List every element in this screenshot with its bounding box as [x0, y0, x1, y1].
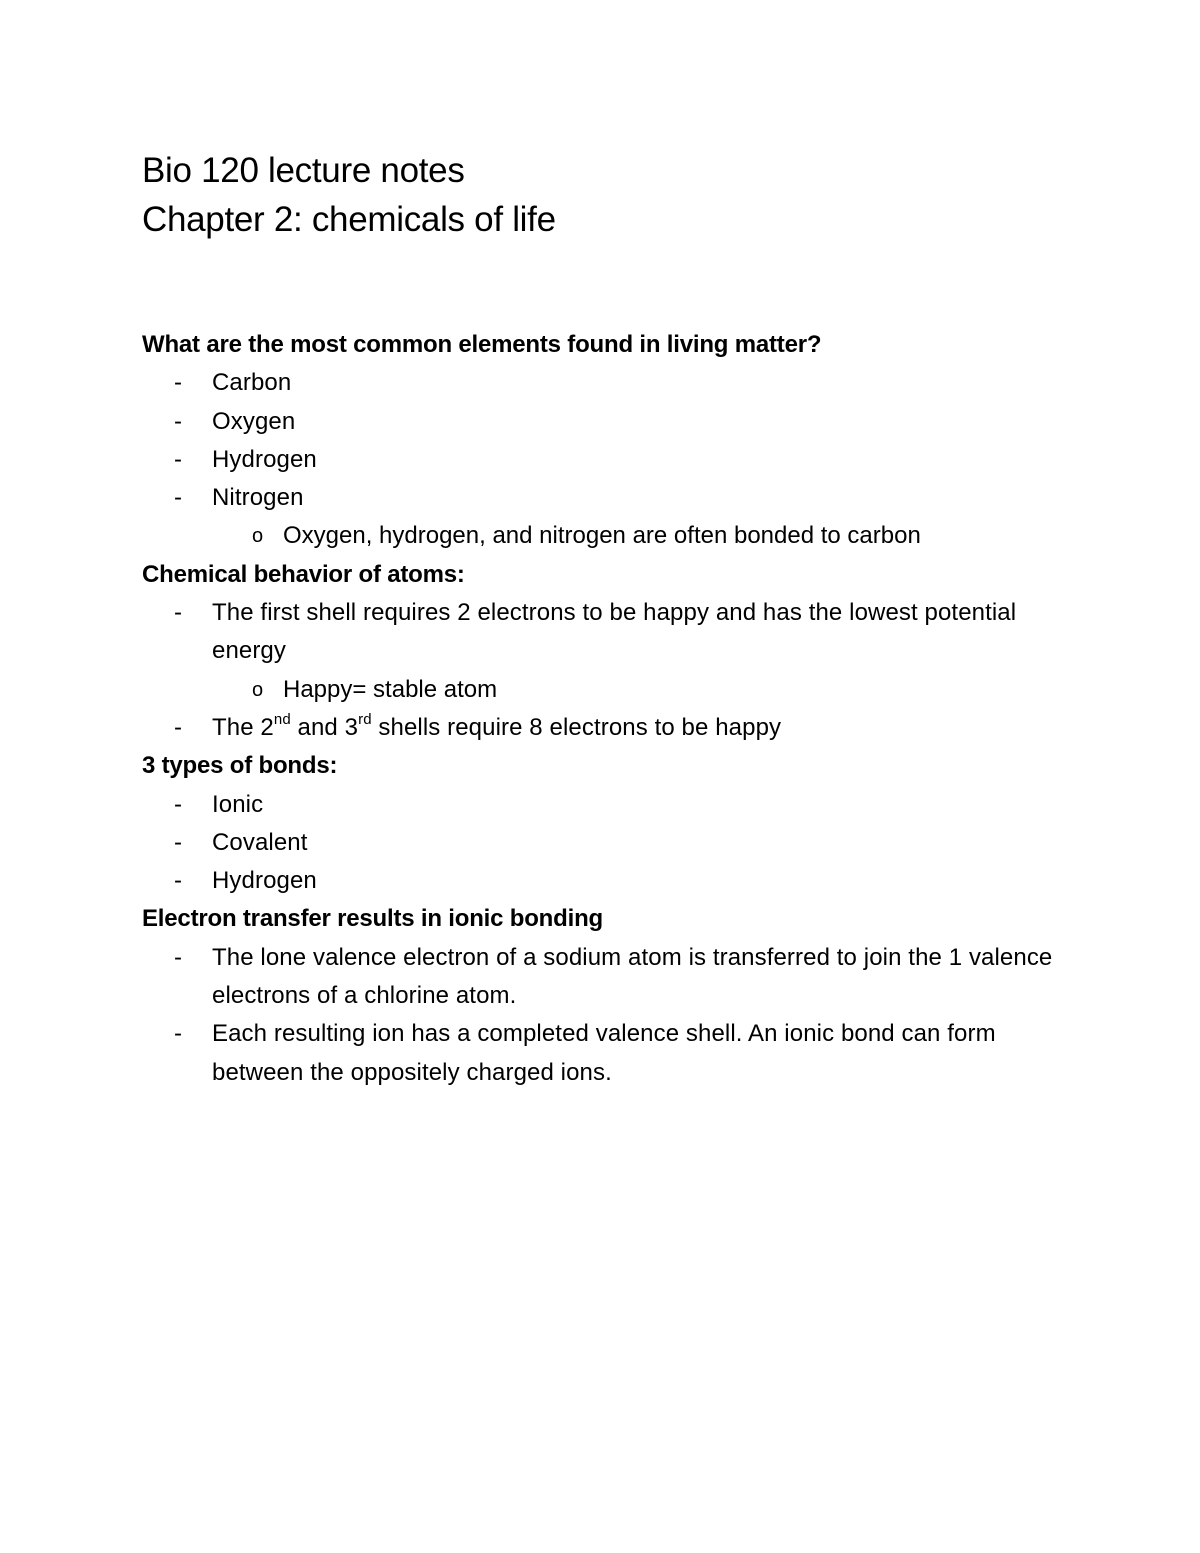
text-part: shells require 8 electrons to be happy [371, 713, 782, 741]
circle-bullet: o [252, 678, 264, 701]
sub-list-item-text: Happy= stable atom [283, 675, 498, 703]
list-item-text: Each resulting ion has a completed valence shell. An ionic bond can form between the oppositely charged ions. [212, 1020, 996, 1086]
dash-bullet: - [174, 790, 183, 818]
circle-bullet: o [252, 525, 264, 548]
list-item-text: Hydrogen [212, 867, 317, 895]
title-block [142, 146, 1102, 244]
section-heading-elements: What are the most common elements found in living matter? [142, 331, 822, 358]
sub-list-item [142, 517, 1082, 555]
superscript: rd [358, 710, 372, 728]
dash-bullet: - [174, 369, 183, 397]
section-heading-behavior: Chemical behavior of atoms: [142, 560, 465, 588]
text-part: and 3 [290, 713, 359, 741]
list-item-text: Oxygen [212, 407, 296, 435]
notes-content [142, 326, 1082, 1092]
list-item-text [212, 710, 782, 741]
sub-list-item [142, 671, 1082, 709]
list-item [142, 364, 1082, 402]
list-item-text: The lone valence electron of a sodium atom is transferred to join the 1 valence electrons of a chlorine atom. [212, 943, 1053, 1010]
dash-bullet: - [174, 599, 183, 627]
chapter-title: Chapter 2: chemicals of life [142, 200, 556, 239]
list-item [142, 594, 1082, 671]
list-item [142, 939, 1082, 1016]
list-item-text: Ionic [212, 790, 264, 818]
document-title: Bio 120 lecture notes [142, 151, 465, 190]
list-item [142, 403, 1082, 441]
list-item [142, 786, 1082, 824]
dash-bullet: - [174, 828, 183, 856]
list-item-text: Carbon [212, 369, 292, 397]
dash-bullet: - [174, 1020, 183, 1048]
section-heading-bonds: 3 types of bonds: [142, 752, 338, 780]
list-item-text: Nitrogen [212, 484, 304, 512]
dash-bullet: - [174, 713, 183, 741]
dash-bullet: - [174, 445, 183, 473]
list-item-text: Covalent [212, 828, 308, 856]
list-item [142, 479, 1082, 517]
list-item [142, 862, 1082, 900]
list-item-text: The first shell requires 2 electrons to be happy and has the lowest potential energy [212, 599, 1017, 665]
list-item [142, 709, 1082, 747]
sub-list-item-text: Oxygen, hydrogen, and nitrogen are often bonded to carbon [283, 522, 921, 550]
list-item [142, 441, 1082, 479]
text-part: The 2 [212, 713, 274, 741]
list-item [142, 824, 1082, 862]
section-heading-ionic: Electron transfer results in ionic bonding [142, 905, 603, 933]
list-item-text: Hydrogen [212, 445, 317, 473]
dash-bullet: - [174, 943, 183, 971]
list-item [142, 1015, 1082, 1092]
dash-bullet: - [174, 867, 183, 895]
dash-bullet: - [174, 407, 183, 435]
dash-bullet: - [174, 484, 183, 512]
superscript: nd [273, 710, 291, 728]
